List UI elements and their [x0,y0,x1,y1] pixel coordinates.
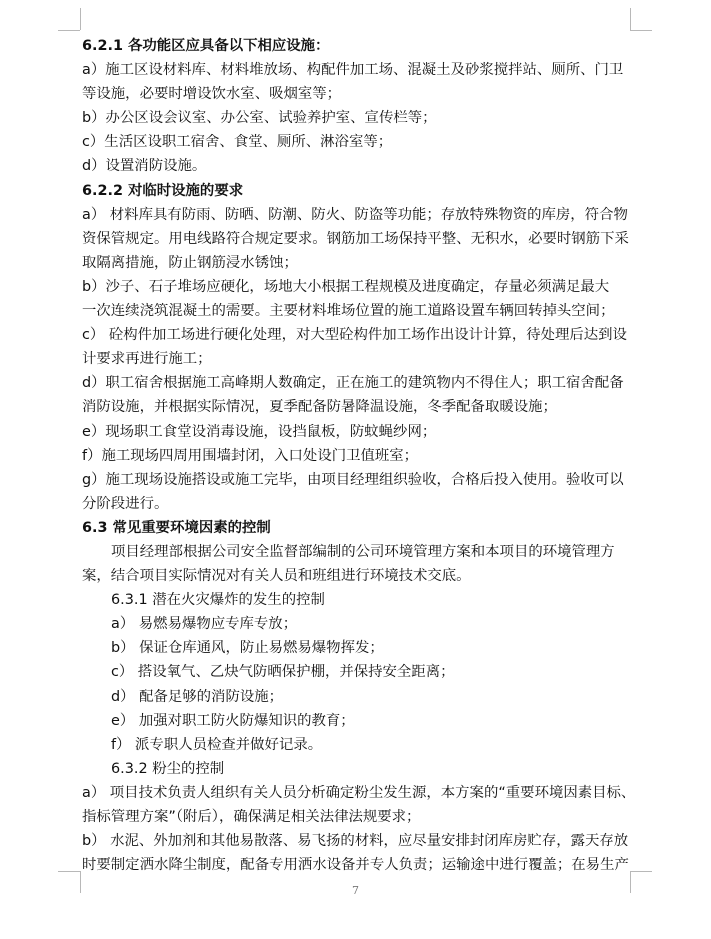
crop-mark-top-left-v [80,8,81,30]
text-line: c） 搭设氧气、乙炔气防晒保护棚，并保持安全距离； [111,664,455,681]
text-line: e） 加强对职工防火防爆知识的教育； [111,712,355,729]
text-line: e）现场职工食堂设消毒设施，设挡鼠板，防蚊蝇纱网； [82,423,437,440]
text-line: b） 保证仓库通风，防止易燃易爆物挥发； [111,640,384,657]
text-line: 等设施，必要时增设饮水室、吸烟室等； [82,86,342,103]
text-line: 6.3.1 潜在火灾爆炸的发生的控制 [111,592,325,609]
crop-mark-top-right-v [630,8,631,30]
section-heading: 6.2.1 各功能区应具备以下相应设施： [82,38,330,54]
crop-mark-top-right-h [630,30,652,31]
crop-mark-bottom-left-h [58,871,80,872]
text-line: 指标管理方案”（附后），确保满足相关法律法规要求； [82,809,421,825]
section-heading: 6.2.2 对临时设施的要求 [82,182,244,199]
text-line: 时要制定洒水降尘制度，配备专用洒水设备并专人负责；运输途中进行覆盖；在易生产 [82,857,629,874]
text-line: 6.3.2 粉尘的控制 [111,760,225,777]
text-line: 消防设施，并根据实际情况，夏季配备防暑降温设施，冬季配备取暖设施； [82,399,557,416]
text-line: 资保管规定。用电线路符合规定要求。钢筋加工场保持平整、无积水，必要时钢筋下采 [82,230,629,247]
text-line: c）生活区设职工宿舍、食堂、厕所、淋浴室等； [82,134,393,151]
text-line: 案，结合项目实际情况对有关人员和班组进行环境技术交底。 [82,568,471,585]
text-line: d）职工宿舍根据施工高峰期人数确定，正在施工的建筑物内不得住人；职工宿舍配备 [82,375,624,392]
text-line: 取隔离措施，防止钢筋浸水锈蚀； [82,254,298,271]
text-line: 计要求再进行施工； [82,351,212,368]
document-body [82,34,636,877]
crop-mark-bottom-right-h [630,871,652,872]
text-line: a）施工区设材料库、材料堆放场、构配件加工场、混凝土及砂浆搅拌站、厕所、门卫 [82,62,624,79]
text-line: b）办公区设会议室、办公室、试验养护室、宣传栏等； [82,110,437,127]
section-heading: 6.3 常见重要环境因素的控制 [82,519,271,536]
crop-mark-top-left-h [58,30,80,31]
text-line: 项目经理部根据公司安全监督部编制的公司环境管理方案和本项目的环境管理方 [111,543,615,560]
text-line: c） 砼构件加工场进行硬化处理，对大型砼构件加工场作出设计计算，待处理后达到设 [82,327,627,344]
text-line: g）施工现场设施搭设或施工完毕，由项目经理组织验收，合格后投入使用。验收可以 [82,471,624,488]
text-line: d） 配备足够的消防设施； [111,688,284,705]
text-line: a） 易燃易爆物应专库专放； [111,616,298,633]
text-line: b）沙子、石子堆场应硬化，场地大小根据工程规模及进度确定，存量必须满足最大 [82,278,610,295]
page-number: 7 [352,884,359,897]
text-line: d）设置消防设施。 [82,158,207,175]
text-line: 分阶段进行。 [82,495,169,512]
text-line: f） 派专职人员检查并做好记录。 [111,736,323,753]
text-line: 一次连续浇筑混凝土的需要。主要材料堆场位置的施工道路设置车辆回转掉头空间； [82,303,615,320]
text-line: b） 水泥、外加剂和其他易散落、易飞扬的材料，应尽量安排封闭库房贮存，露天存放 [82,833,629,850]
text-line: a） 项目技术负责人组织有关人员分析确定粉尘发生源，本方案的“重要环境因素目标、 [82,784,636,801]
text-line: f）施工现场四周用围墙封闭，入口处设门卫值班室； [82,447,419,464]
text-line: a） 材料库具有防雨、防晒、防潮、防火、防盗等功能；存放特殊物资的库房，符合物 [82,206,628,223]
